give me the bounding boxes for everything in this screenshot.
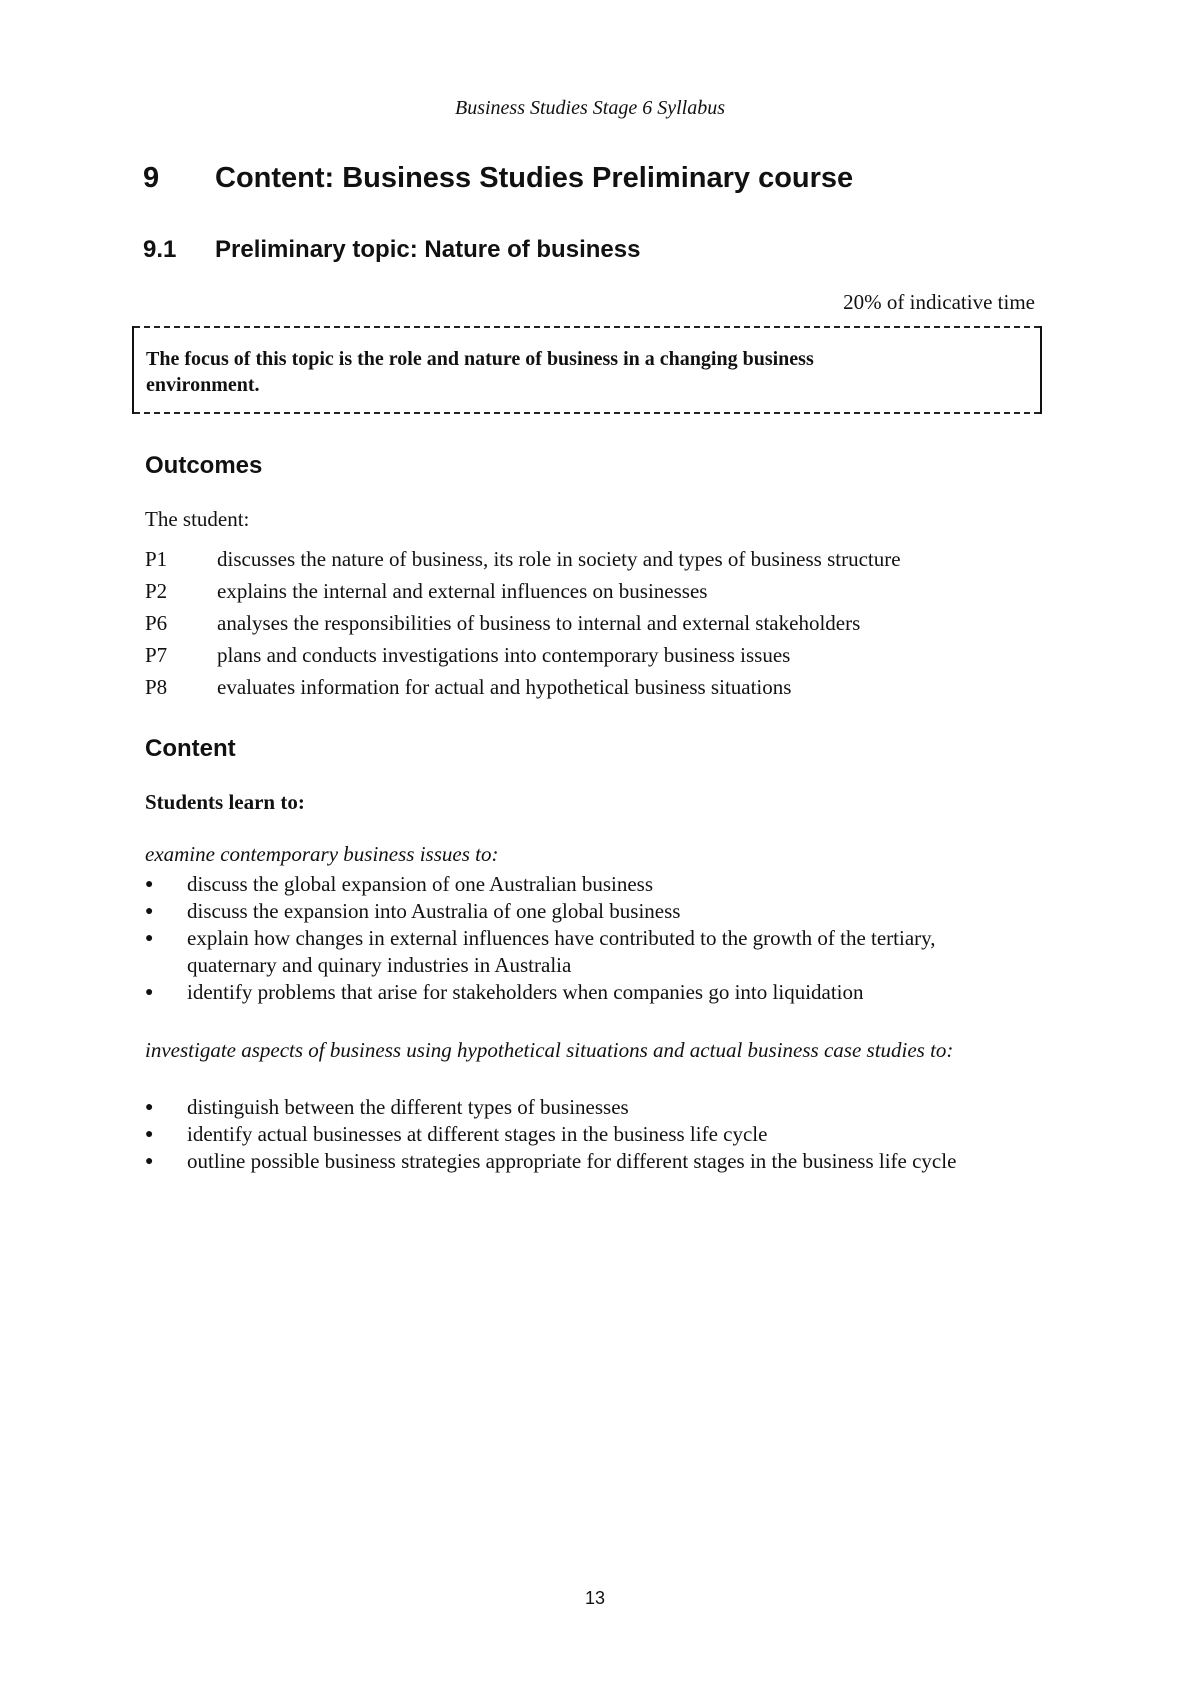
focus-box-bottom-border xyxy=(134,412,1040,414)
content-bullet-list xyxy=(145,1094,1030,1175)
outcome-code: P8 xyxy=(145,675,168,699)
students-learn-heading: Students learn to: xyxy=(145,790,305,814)
focus-text: The focus of this topic is the role and nature of business in a changing business environment. xyxy=(146,348,814,396)
list-item-text: discuss the global expansion of one Australian business xyxy=(187,872,654,896)
outcome-code: P1 xyxy=(145,547,168,571)
focus-box-top-border xyxy=(134,326,1040,328)
subsection-number: 9.1 xyxy=(143,236,177,263)
bullet-icon: ● xyxy=(145,1154,154,1169)
page-number: 13 xyxy=(584,1588,606,1608)
list-item xyxy=(145,898,1030,925)
content-bullet-list xyxy=(145,871,1030,1006)
outcome-item xyxy=(145,671,1025,703)
outcome-item xyxy=(145,607,1025,639)
subsection-heading xyxy=(143,236,640,264)
outcomes-list xyxy=(145,543,1025,703)
list-item-text: discuss the expansion into Australia of one global business xyxy=(187,899,681,923)
outcome-text: explains the internal and external influences on businesses xyxy=(217,579,708,603)
list-item-text: identify actual businesses at different stages in the business life cycle xyxy=(187,1122,768,1146)
outcome-code: P7 xyxy=(145,643,168,667)
list-item xyxy=(145,1148,1030,1175)
list-item xyxy=(145,979,1030,1006)
content-heading: Content xyxy=(145,735,236,762)
bullet-icon: ● xyxy=(145,985,154,1000)
outcome-code: P6 xyxy=(145,611,168,635)
focus-box xyxy=(132,326,1042,414)
bullet-icon: ● xyxy=(145,904,154,919)
section-number: 9 xyxy=(143,162,160,194)
outcome-item xyxy=(145,639,1025,671)
outcomes-intro: The student: xyxy=(145,507,250,531)
outcome-text: evaluates information for actual and hypothetical business situations xyxy=(217,675,792,699)
subsection-title: Preliminary topic: Nature of business xyxy=(215,236,641,263)
section-heading xyxy=(143,162,853,195)
running-header: Business Studies Stage 6 Syllabus xyxy=(455,97,725,119)
bullet-icon: ● xyxy=(145,877,154,892)
outcome-text: analyses the responsibilities of business to internal and external stakeholders xyxy=(217,611,861,635)
list-item-text: outline possible business strategies appropriate for different stages in the business life cycle xyxy=(187,1149,957,1173)
outcome-text: plans and conducts investigations into contemporary business issues xyxy=(217,643,791,667)
list-item xyxy=(145,1094,1030,1121)
bullet-icon: ● xyxy=(145,1100,154,1115)
bullet-icon: ● xyxy=(145,1127,154,1142)
content-group-intro: examine contemporary business issues to: xyxy=(145,842,499,866)
list-item xyxy=(145,925,1030,979)
indicative-time-note: 20% of indicative time xyxy=(843,290,1035,314)
section-title: Content: Business Studies Preliminary course xyxy=(215,162,854,194)
outcomes-heading: Outcomes xyxy=(145,452,263,479)
list-item xyxy=(145,871,1030,898)
list-item-text: distinguish between the different types of businesses xyxy=(187,1095,629,1119)
bullet-icon: ● xyxy=(145,931,154,946)
content-group-intro: investigate aspects of business using hypothetical situations and actual business case studies to: xyxy=(145,1038,954,1062)
list-item xyxy=(145,1121,1030,1148)
outcome-item xyxy=(145,575,1025,607)
list-item-text: identify problems that arise for stakeholders when companies go into liquidation xyxy=(187,980,864,1004)
outcome-code: P2 xyxy=(145,579,168,603)
list-item-text: explain how changes in external influences have contributed to the growth of the tertiary, quaternary and quinary industries in Australia xyxy=(187,926,936,977)
outcome-text: discusses the nature of business, its role in society and types of business structure xyxy=(217,547,901,571)
outcome-item xyxy=(145,543,1025,575)
